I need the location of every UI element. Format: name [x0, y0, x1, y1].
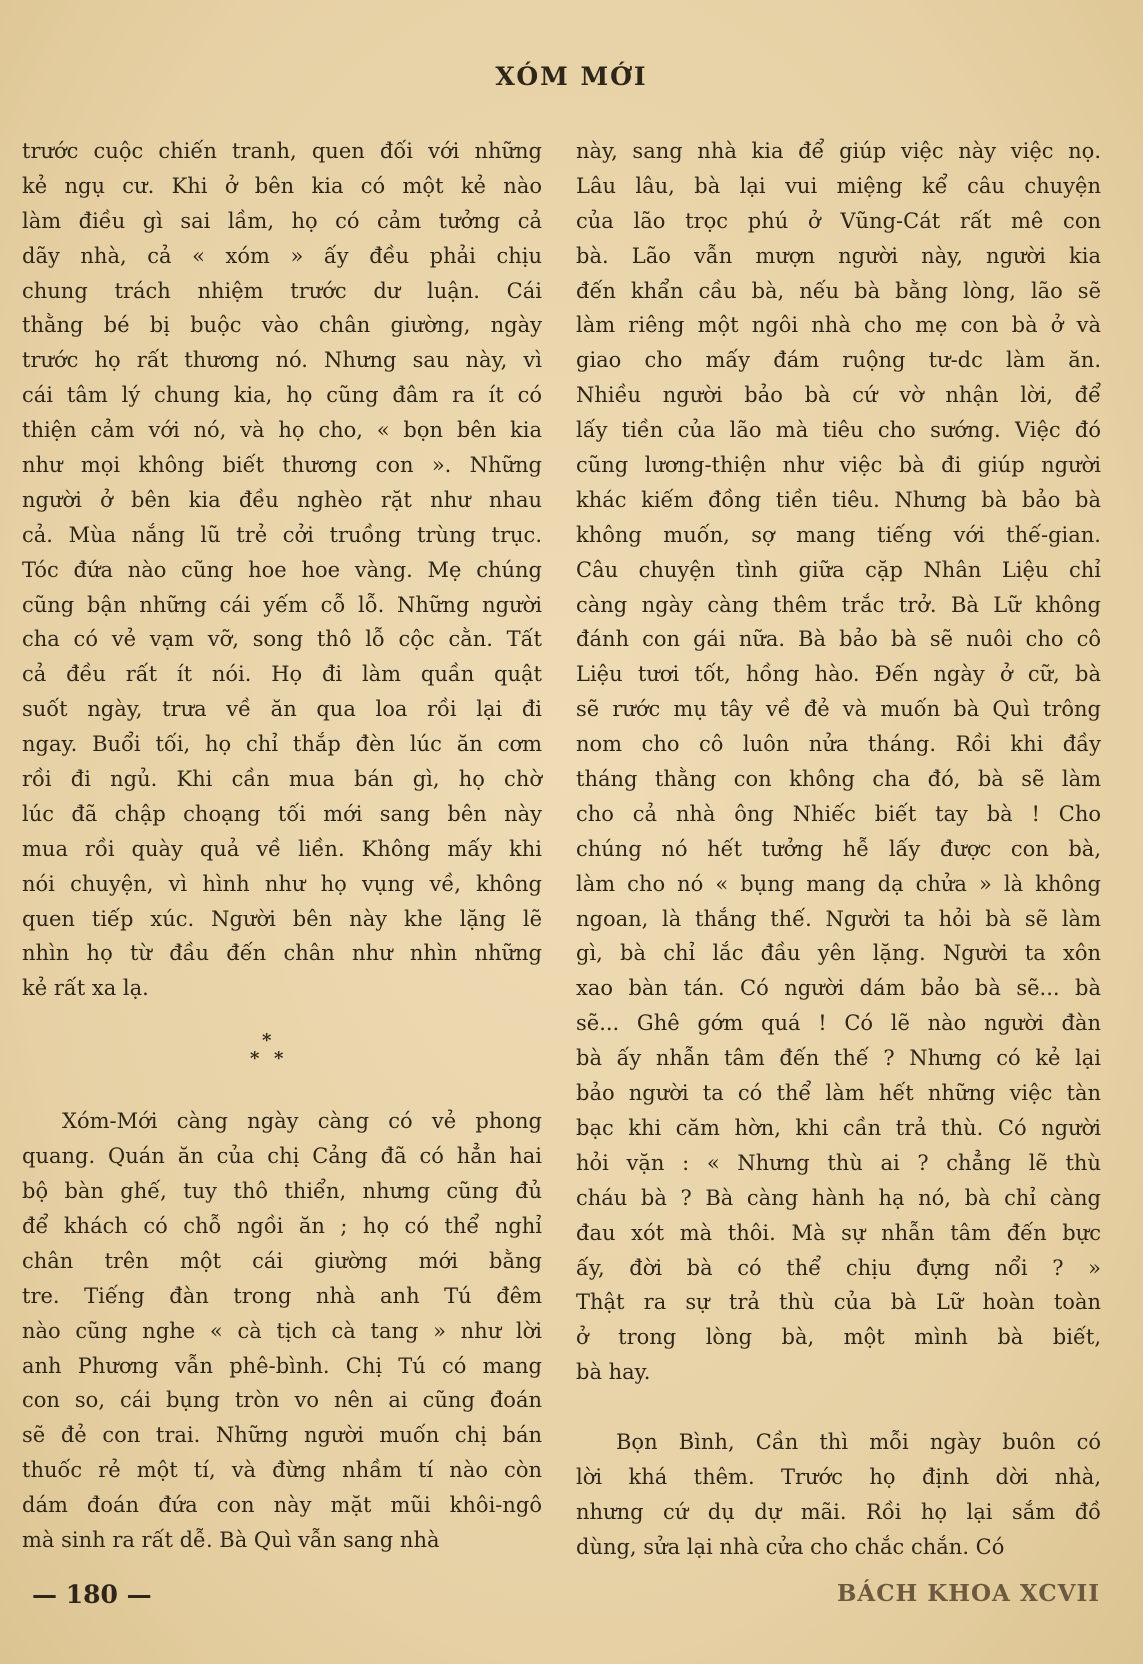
text-line: cha có vẻ vạm vỡ, song thô lỗ cộc cằn. Tất: [22, 627, 542, 652]
text-line: dãy nhà, cả « xóm » ấy đều phải chịu: [22, 243, 542, 268]
text-line: cháu bà ? Bà càng hành hạ nó, bà chỉ càng: [576, 1185, 1101, 1210]
asterism-star: *: [274, 1048, 284, 1070]
text-line: Câu chuyện tình giữa cặp Nhân Liệu chỉ: [576, 557, 1101, 582]
text-line: càng ngày càng thêm trắc trở. Bà Lữ không: [576, 592, 1101, 617]
text-line: sẽ rước mụ tây về đẻ và muốn bà Quì trông: [576, 697, 1101, 722]
page-title: XÓM MỚI: [495, 62, 648, 91]
text-line: làm riêng một ngôi nhà cho mẹ con bà ở và: [576, 313, 1101, 338]
text-line: quang. Quán ăn của chị Cảng đã có hẳn hai: [22, 1144, 542, 1169]
text-line: bảo người ta có thể làm hết những việc tàn: [576, 1081, 1101, 1106]
text-line: giao cho mấy đám ruộng tư-dc làm ăn.: [576, 348, 1101, 373]
text-line: làm điều gì sai lầm, họ có cảm tưởng cả: [22, 208, 542, 233]
text-line: cả. Mùa nắng lũ trẻ cởi truồng trùng trục.: [22, 522, 542, 547]
text-line: chân trên một cái giường mới bằng: [22, 1248, 542, 1273]
text-line: lấy tiền của lão mà tiêu cho sướng. Việc đó: [576, 418, 1101, 443]
text-line: con so, cái bụng tròn vo nên ai cũng đoán: [22, 1388, 542, 1413]
right-column: [576, 134, 1101, 1565]
text-line: Tóc đứa nào cũng hoe hoe vàng. Mẹ chúng: [22, 557, 542, 582]
text-line: đánh con gái nữa. Bà bảo bà sẽ nuôi cho cô: [576, 627, 1101, 652]
text-line: Xóm-Mới càng ngày càng có vẻ phong: [62, 1109, 542, 1134]
text-line: mà sinh ra rất dễ. Bà Quì vẫn sang nhà: [22, 1527, 440, 1552]
text-line: cũng lương-thiện như việc bà đi giúp người: [576, 453, 1101, 478]
text-line: anh Phương vẫn phê-bình. Chị Tú có mang: [22, 1353, 542, 1378]
text-line: Thật ra sự trả thù của bà Lữ hoàn toàn: [576, 1290, 1101, 1315]
page-number: — 180 —: [32, 1580, 152, 1609]
paragraph-gap: [576, 1390, 1101, 1425]
text-line: ngoan, là thắng thế. Người ta hỏi bà sẽ làm: [576, 906, 1101, 931]
text-line: nhìn họ từ đầu đến chân như nhìn những: [22, 941, 542, 966]
text-line: gì, bà chỉ lắc đầu yên lặng. Người ta xôn: [576, 941, 1101, 966]
text-line: kẻ ngụ cư. Khi ở bên kia có một kẻ nào: [22, 173, 542, 198]
text-line: bà hay.: [576, 1360, 651, 1385]
text-line: bạc khi căm hờn, khi cần trả thù. Có người: [576, 1115, 1101, 1140]
text-line: hỏi vặn : « Nhưng thù ai ? chẳng lẽ thù: [576, 1150, 1101, 1175]
text-line: cho cả nhà ông Nhiếc biết tay bà ! Cho: [576, 801, 1101, 826]
text-line: tre. Tiếng đàn trong nhà anh Tú đêm: [22, 1283, 542, 1308]
text-line: này, sang nhà kia để giúp việc này việc nọ.: [576, 139, 1101, 163]
text-line: dám đoán đứa con này mặt mũi khôi-ngô: [22, 1493, 542, 1518]
text-line: chúng nó hết tưởng hễ lấy được con bà,: [576, 836, 1101, 861]
text-line: nom cho cô luôn nửa tháng. Rồi khi đầy: [576, 732, 1101, 757]
running-footer: BÁCH KHOA XCVII: [836, 1580, 1100, 1607]
text-line: cũng bận những cái yếm cỗ lỗ. Những người: [22, 592, 542, 617]
text-line: sẽ... Ghê gớm quá ! Có lẽ nào người đàn: [576, 1011, 1101, 1036]
text-line: Bọn Bình, Cần thì mỗi ngày buôn có: [616, 1429, 1101, 1454]
text-line: lời khá thêm. Trước họ định dời nhà,: [576, 1464, 1101, 1489]
text-line: đau xót mà thôi. Mà sự nhẫn tâm đến bực: [576, 1220, 1101, 1245]
text-line: quen tiếp xúc. Người bên này khe lặng lẽ: [22, 906, 542, 931]
left-column: [22, 134, 542, 1558]
text-line: trước cuộc chiến tranh, quen đối với những: [22, 139, 542, 163]
text-line: xao bàn tán. Có người dám bảo bà sẽ... bà: [576, 976, 1101, 1001]
text-line: cái tâm lý chung kia, họ cũng đâm ra ít có: [22, 383, 542, 408]
text-line: bộ bàn ghế, tuy thô thiển, nhưng cũng đủ: [22, 1179, 542, 1204]
text-line: suốt ngày, trưa về ăn qua loa rồi lại đi: [22, 697, 542, 722]
text-line: tháng thằng con không cha đó, bà sẽ làm: [576, 767, 1101, 792]
text-line: dùng, sửa lại nhà cửa cho chắc chắn. Có: [576, 1534, 1005, 1559]
text-line: khác kiếm đồng tiền tiêu. Nhưng bà bảo bà: [576, 487, 1101, 512]
text-line: bà ấy nhẫn tâm đến thế ? Nhưng có kẻ lại: [576, 1046, 1101, 1071]
text-line: đến khẩn cầu bà, nếu bà bằng lòng, lão sẽ: [576, 278, 1101, 303]
text-line: trước họ rất thương nó. Nhưng sau này, vì: [22, 348, 542, 373]
text-line: Nhiều người bảo bà cứ vờ nhận lời, để: [576, 383, 1101, 408]
text-line: nào cũng nghe « cà tịch cà tang » như lời: [22, 1318, 542, 1343]
text-line: người ở bên kia đều nghèo rặt như nhau: [22, 487, 542, 512]
text-line: bà. Lão vẫn mượn người này, người kia: [576, 243, 1101, 268]
text-line: Lâu lâu, bà lại vui miệng kể câu chuyện: [576, 173, 1101, 198]
text-line: thằng bé bị buộc vào chân giường, ngày: [22, 313, 542, 338]
text-line: lúc đã chập choạng tối mới sang bên này: [22, 801, 542, 826]
text-line: của lão trọc phú ở Vũng-Cát rất mê con: [576, 208, 1101, 233]
text-line: kẻ rất xa lạ.: [22, 976, 149, 1001]
section-break-asterism: [22, 1006, 542, 1104]
text-line: rồi đi ngủ. Khi cần mua bán gì, họ chờ: [22, 767, 542, 792]
text-line: nói chuyện, vì hình như họ vụng về, không: [22, 871, 542, 896]
text-line: ở trong lòng bà, một mình bà biết,: [576, 1325, 1101, 1350]
text-line: không muốn, sợ mang tiếng với thế-gian.: [576, 522, 1101, 547]
text-line: chung trách nhiệm trước dư luận. Cái: [22, 278, 542, 303]
text-line: mua rồi quày quả về liền. Không mấy khi: [22, 836, 542, 861]
text-line: Liệu tươi tốt, hồng hào. Đến ngày ở cữ, bà: [576, 662, 1101, 687]
text-line: nhưng cứ dụ dự mãi. Rồi họ lại sắm đồ: [576, 1499, 1101, 1524]
text-line: ngay. Buổi tối, họ chỉ thắp đèn lúc ăn cơm: [22, 732, 542, 757]
text-line: sẽ đẻ con trai. Những người muốn chị bán: [22, 1423, 542, 1448]
text-line: cả đều rất ít nói. Họ đi làm quần quật: [22, 662, 542, 687]
text-line: làm cho nó « bụng mang dạ chửa » là không: [576, 871, 1101, 896]
text-line: như mọi không biết thương con ». Những: [22, 453, 542, 478]
text-line: thuốc rẻ một tí, và đừng nhầm tí nào còn: [22, 1458, 542, 1483]
text-line: để khách có chỗ ngồi ăn ; họ có thể nghỉ: [22, 1213, 542, 1238]
text-line: thiện cảm với nó, và họ cho, « bọn bên kia: [22, 418, 542, 443]
asterism-star: *: [250, 1048, 260, 1070]
text-line: ấy, đời bà có thể chịu đựng nổi ? »: [576, 1255, 1101, 1280]
asterism-star: *: [262, 1030, 272, 1052]
